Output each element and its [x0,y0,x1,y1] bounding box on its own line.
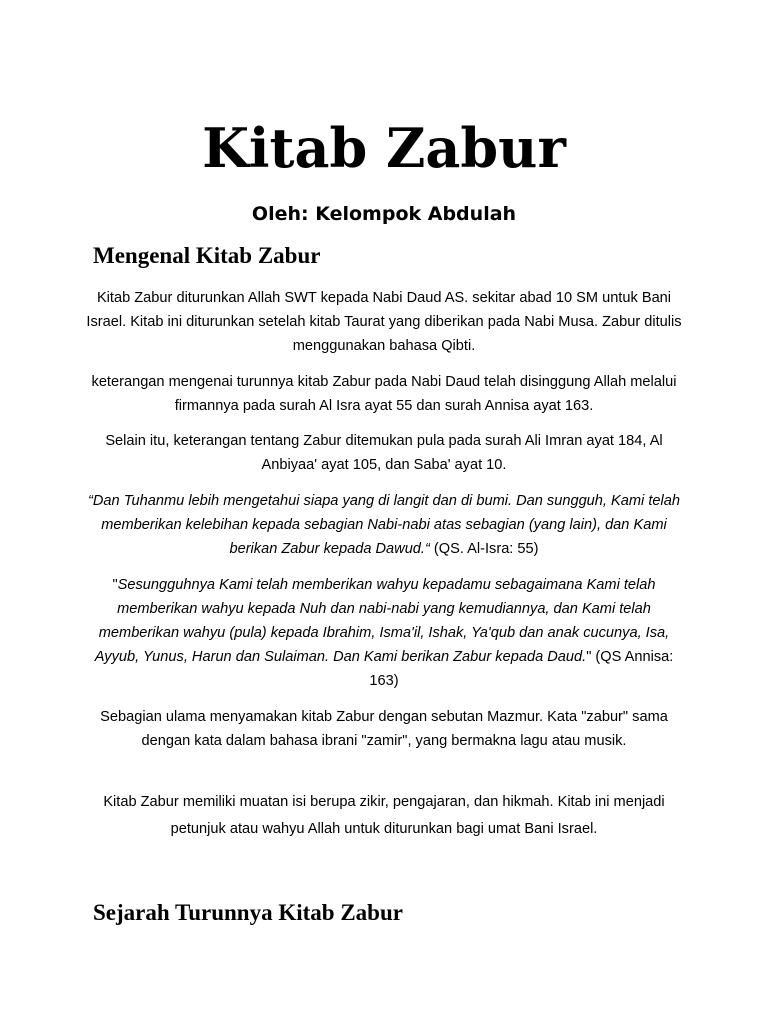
document-title: Kitab Zabur [202,116,566,180]
quote-annisa-reference: " (QS Annisa: 163) [369,649,674,689]
quote-al-isra-text: “Dan Tuhanmu lebih mengetahui siapa yang di langit dan di bumi. Dan sungguh, Kami telah memberikan kelebihan kepada sebagian Nabi-nabi atas sebagian (yang lain), dan Kami berikan Zabur kepada Dawud.“ [88,493,680,557]
quote-annisa [84,573,684,693]
paragraph-mazmur: Sebagian ulama menyamakan kitab Zabur dengan sebutan Mazmur. Kata "zabur" sama dengan kata dalam bahasa ibrani "zamir", yang bermakna lagu atau musik. [100,709,668,749]
paragraph-selain-itu: Selain itu, keterangan tentang Zabur ditemukan pula pada surah Ali Imran ayat 184, Al Anbiyaa' ayat 105, dan Saba' ayat 10. [105,433,663,473]
paragraph-keterangan: keterangan mengenai turunnya kitab Zabur pada Nabi Daud telah disinggung Allah melalui firmannya pada surah Al Isra ayat 55 dan surah Annisa ayat 163. [91,374,677,414]
section-heading-sejarah: Sejarah Turunnya Kitab Zabur [93,900,403,925]
quote-annisa-open-mark: " [112,577,118,593]
quote-al-isra [84,489,684,561]
section-heading-mengenal: Mengenal Kitab Zabur [93,243,321,268]
author-line: Oleh: Kelompok Abdulah [251,203,517,225]
paragraph-muatan: Kitab Zabur memiliki muatan isi berupa zikir, pengajaran, dan hikmah. Kitab ini menjadi petunjuk atau wahyu Allah untuk diturunkan bagi umat Bani Israel. [103,794,665,837]
paragraph-intro: Kitab Zabur diturunkan Allah SWT kepada Nabi Daud AS. sekitar abad 10 SM untuk Bani Israel. Kitab ini diturunkan setelah kitab Taurat yang diberikan pada Nabi Musa. Zabur ditulis menggunakan bahasa Qibti. [86,290,682,354]
quote-al-isra-reference: (QS. Al-Isra: 55) [429,541,539,557]
quote-annisa-text: Sesungguhnya Kami telah memberikan wahyu kepadamu sebagaimana Kami telah memberikan wahyu kepada Nuh dan nabi-nabi yang kemudiannya, dan Kami telah memberikan wahyu (pula) kepada Ibrahim, Isma'il, Ishak, Ya'qub dan anak cucunya, Isa, Ayyub, Yunus, Harun dan Sulaiman. Dan Kami berikan Zabur kepada Daud. [94,577,670,665]
